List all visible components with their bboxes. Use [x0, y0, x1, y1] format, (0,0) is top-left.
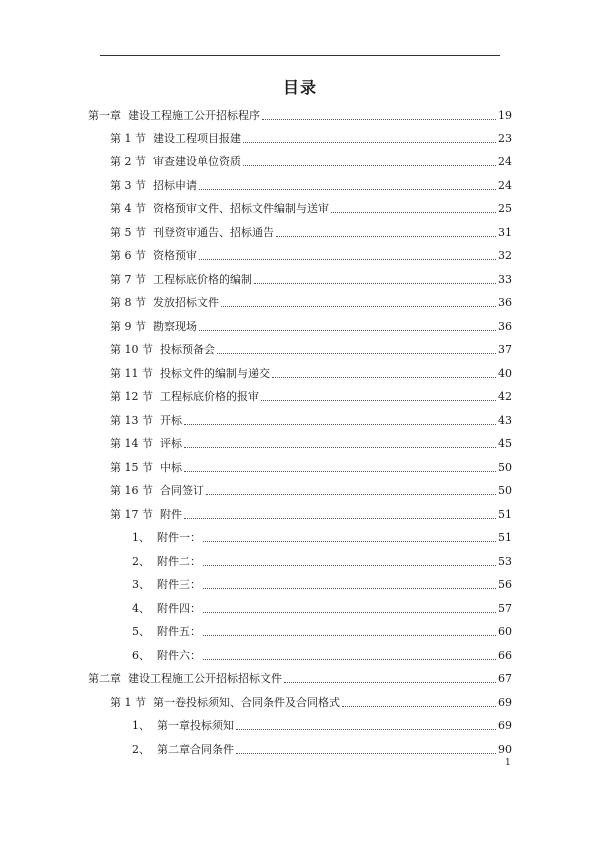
toc-entry-title: 勘察现场: [153, 320, 197, 333]
dot-leader: [276, 236, 496, 237]
toc-entry-number: 3、: [132, 578, 150, 591]
toc-entry-title: 投标预备会: [160, 343, 215, 356]
toc-entry-page: 24: [498, 179, 512, 192]
toc-entry-section[interactable]: [110, 318, 512, 336]
toc-entry-number: 第 10 节: [110, 343, 153, 356]
toc-entry-page: 69: [498, 719, 512, 732]
toc-entry-page: 37: [498, 343, 512, 356]
dot-leader: [203, 588, 496, 589]
toc-entry-page: 51: [498, 531, 512, 544]
toc-entry-appendix[interactable]: [132, 576, 512, 594]
toc-entry-number: 第 1 节: [110, 132, 146, 145]
toc-entry-number: 4、: [132, 602, 150, 615]
toc-entry-title: 附件四：: [157, 602, 201, 615]
toc-entry-title: 附件: [160, 508, 182, 521]
toc-entry-number: 第 16 节: [110, 484, 153, 497]
toc-entry-title: 附件一：: [157, 531, 201, 544]
toc-entry-number: 第 9 节: [110, 320, 146, 333]
toc-entry-page: 24: [498, 155, 512, 168]
toc-entry-number: 第 8 节: [110, 296, 146, 309]
dot-leader: [203, 659, 496, 660]
dot-leader: [331, 212, 496, 213]
toc-entry-section[interactable]: [110, 482, 512, 500]
toc-entry-title: 招标申请: [153, 179, 197, 192]
toc-entry-number: 第 17 节: [110, 508, 153, 521]
toc-entry-section[interactable]: [110, 412, 512, 430]
toc-entry-section[interactable]: [110, 459, 512, 477]
toc-entry-appendix[interactable]: [132, 623, 512, 641]
dot-leader: [262, 119, 496, 120]
toc-entry-page: 50: [498, 484, 512, 497]
toc-entry-page: 25: [498, 202, 512, 215]
dot-leader: [243, 142, 496, 143]
toc-entry-appendix[interactable]: [132, 717, 512, 735]
toc-entry-number: 第 12 节: [110, 390, 153, 403]
toc-entry-page: 40: [498, 367, 512, 380]
toc-entry-page: 23: [498, 132, 512, 145]
toc-entry-title: 资格预审文件、招标文件编制与送审: [153, 202, 329, 215]
toc-entry-appendix[interactable]: [132, 741, 512, 759]
toc-entry-section[interactable]: [110, 388, 512, 406]
toc-entry-number: 第 1 节: [110, 696, 146, 709]
toc-entry-title: 建设工程施工公开招标招标文件: [128, 672, 282, 685]
toc-entry-chapter-2[interactable]: [88, 670, 512, 688]
toc-entry-title: 刊登资审通告、招标通告: [153, 226, 274, 239]
toc-entry-title: 建设工程项目报建: [153, 132, 241, 145]
toc-entry-section[interactable]: [110, 271, 512, 289]
toc-entry-number: 6、: [132, 649, 150, 662]
dot-leader: [184, 518, 496, 519]
toc-entry-page: 53: [498, 555, 512, 568]
toc-entry-title: 开标: [160, 414, 182, 427]
toc-entry-number: 第 14 节: [110, 437, 153, 450]
toc-entry-page: 36: [498, 320, 512, 333]
toc-entry-number: 第 11 节: [110, 367, 153, 380]
toc-entry-title: 附件六：: [157, 649, 201, 662]
toc-entry-page: 90: [498, 743, 512, 756]
footer-page-number: 1: [505, 758, 511, 768]
toc-entry-title: 工程标底价格的编制: [153, 273, 252, 286]
dot-leader: [254, 283, 496, 284]
toc-entry-page: 45: [498, 437, 512, 450]
toc-entry-number: 第 15 节: [110, 461, 153, 474]
dot-leader: [236, 729, 496, 730]
dot-leader: [203, 541, 496, 542]
dot-leader: [217, 353, 496, 354]
toc-entry-number: 第 6 节: [110, 249, 146, 262]
toc-entry-number: 第 3 节: [110, 179, 146, 192]
toc-entry-appendix[interactable]: [132, 529, 512, 547]
toc-entry-page: 56: [498, 578, 512, 591]
toc-entry-appendix[interactable]: [132, 647, 512, 665]
toc-entry-title: 中标: [160, 461, 182, 474]
toc-entry-page: 33: [498, 273, 512, 286]
toc-entry-number: 第二章: [88, 672, 121, 685]
toc-entry-page: 67: [498, 672, 512, 685]
dot-leader: [184, 424, 496, 425]
dot-leader: [272, 377, 496, 378]
toc-entry-page: 32: [498, 249, 512, 262]
toc-entry-page: 42: [498, 390, 512, 403]
dot-leader: [236, 753, 496, 754]
toc-entry-title: 附件五：: [157, 625, 201, 638]
toc-entry-section[interactable]: [110, 130, 512, 148]
toc-entry-title: 合同签订: [160, 484, 204, 497]
toc-entry-number: 第 2 节: [110, 155, 146, 168]
toc-entry-section[interactable]: [110, 294, 512, 312]
page-title: 目录: [282, 78, 317, 97]
toc-entry-page: 60: [498, 625, 512, 638]
toc-entry-page: 57: [498, 602, 512, 615]
toc-entry-number: 第一章: [88, 109, 121, 122]
dot-leader: [184, 447, 496, 448]
toc-entry-title: 资格预审: [153, 249, 197, 262]
toc-entry-page: 19: [498, 109, 512, 122]
toc-entry-section[interactable]: [110, 177, 512, 195]
toc-entry-section[interactable]: [110, 506, 512, 524]
dot-leader: [199, 330, 496, 331]
toc-entry-appendix[interactable]: [132, 553, 512, 571]
toc-entry-number: 5、: [132, 625, 150, 638]
toc-entry-number: 第 7 节: [110, 273, 146, 286]
header-rule: [100, 55, 500, 56]
toc-entry-section[interactable]: [110, 247, 512, 265]
dot-leader: [184, 471, 496, 472]
dot-leader: [203, 612, 496, 613]
toc-entry-page: 50: [498, 461, 512, 474]
toc-entry-page: 69: [498, 696, 512, 709]
toc-entry-appendix[interactable]: [132, 600, 512, 618]
toc-entry-section[interactable]: [110, 224, 512, 242]
dot-leader: [342, 706, 496, 707]
toc-entry-title: 第二章合同条件: [157, 743, 234, 756]
toc-entry-number: 第 5 节: [110, 226, 146, 239]
toc-entry-title: 评标: [160, 437, 182, 450]
toc-entry-number: 1、: [132, 531, 150, 544]
toc-entry-title: 建设工程施工公开招标程序: [128, 109, 260, 122]
toc-entry-page: 36: [498, 296, 512, 309]
toc-entry-title: 投标文件的编制与递交: [160, 367, 270, 380]
toc-entry-number: 1、: [132, 719, 150, 732]
toc-entry-number: 第 13 节: [110, 414, 153, 427]
toc-entry-chapter-1[interactable]: [88, 107, 512, 125]
toc-entry-section[interactable]: [110, 694, 512, 712]
dot-leader: [199, 259, 496, 260]
toc-entry-title: 工程标底价格的报审: [160, 390, 259, 403]
toc-entry-title: 附件三：: [157, 578, 201, 591]
toc-entry-number: 2、: [132, 555, 150, 568]
toc-entry-section[interactable]: [110, 365, 512, 383]
toc-entry-page: 31: [498, 226, 512, 239]
toc-entry-title: 第一卷投标须知、合同条件及合同格式: [153, 696, 340, 709]
toc-entry-page: 66: [498, 649, 512, 662]
dot-leader: [203, 635, 496, 636]
dot-leader: [243, 165, 496, 166]
toc-entry-page: 43: [498, 414, 512, 427]
toc-entry-section[interactable]: [110, 153, 512, 171]
toc-entry-page: 51: [498, 508, 512, 521]
dot-leader: [203, 565, 496, 566]
toc-entry-section[interactable]: [110, 200, 512, 218]
toc-entry-section[interactable]: [110, 435, 512, 453]
dot-leader: [261, 400, 496, 401]
toc-entry-title: 发放招标文件: [153, 296, 219, 309]
dot-leader: [206, 494, 496, 495]
toc-entry-title: 第一章投标须知: [157, 719, 234, 732]
toc-entry-number: 第 4 节: [110, 202, 146, 215]
toc-entry-section[interactable]: [110, 341, 512, 359]
dot-leader: [221, 306, 496, 307]
toc-entry-title: 审查建设单位资质: [153, 155, 241, 168]
dot-leader: [199, 189, 496, 190]
dot-leader: [284, 682, 496, 683]
toc-entry-number: 2、: [132, 743, 150, 756]
toc-entry-title: 附件二：: [157, 555, 201, 568]
